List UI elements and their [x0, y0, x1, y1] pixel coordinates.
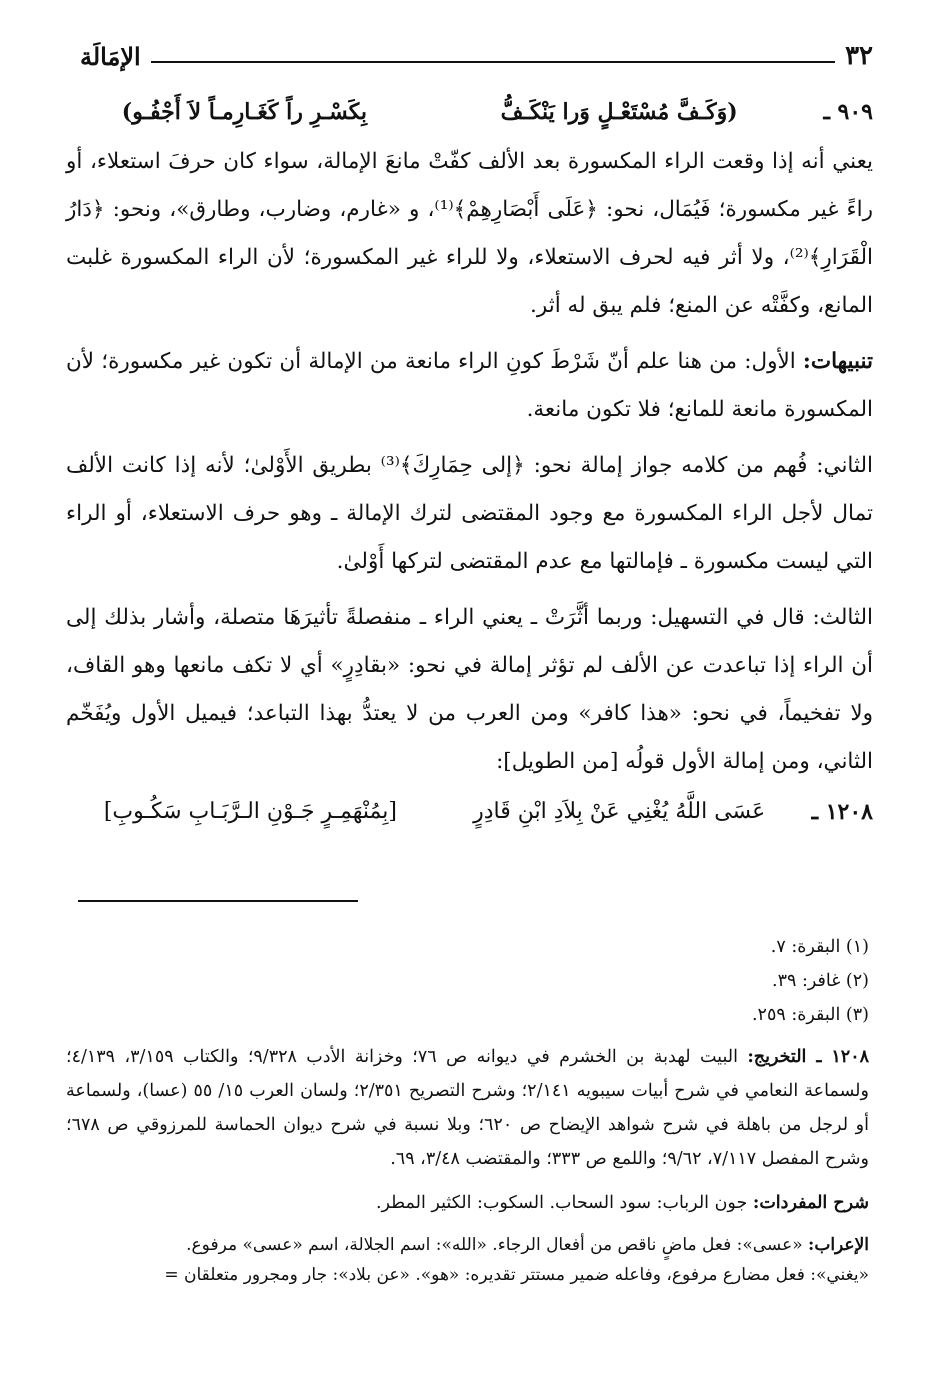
header-rule	[151, 61, 835, 63]
vocabulary-note	[66, 1186, 869, 1220]
verse-1208	[66, 786, 873, 838]
notes-heading: تنبيهات:	[802, 349, 873, 374]
verse-number: ١٢٠٨ ـ	[811, 799, 873, 825]
page-header	[80, 36, 873, 76]
verse-hemistich-1: عَسَى اللَّهُ يُغْنِي عَنْ بِلاَدِ ابْنِ قَادِرٍ	[473, 799, 766, 824]
parsing-line-2: «يغني»: فعل مضارع مرفوع، وفاعله ضمير مستتر تقديره: «هو». «عن بلاد»: جار ومجرور متعلقان =	[164, 1265, 869, 1285]
takhrij-heading: ١٢٠٨ ـ التخريج:	[747, 1047, 869, 1067]
verse-hemistich-2: [بِمُنْهَمِـرٍ جَـوْنِ الـرَّبَـابِ سَكُـوبِ]	[103, 799, 397, 824]
commentary-paragraph: يعني أنه إذا وقعت الراء المكسورة بعد الألف كفّتْ مانعَ الإمالة، سواء كان حرفَ استعلاء، أو راءً غير مكسورة؛ فَيُمَال، نحو: ﴿عَلَى أَبْصَارِهِمْ﴾⁽¹⁾، و «غارم، وضارب، وطارق»، ونحو: ﴿دَارُ الْقَرَارِ﴾⁽²⁾، ولا أثر فيه لحرف الاستعلاء، ولا للراء غير المكسورة؛ لأن الراء المكسورة غلبت المانع، وكفَّتْه عن المنع؛ فلم يبق له أثر.	[66, 149, 874, 318]
notes-third-paragraph: الثالث: قال في التسهيل: وربما أثَّرَتْ ـ يعني الراء ـ منفصلةً تأثيرَهَا متصلة، وأشار بذلك إلى أن الراء إذا تباعدت عن الألف لم تؤثر إمالة في نحو: «بقادِرٍ» أي لا تكف مانعها وهو القاف، ولا تفخيماً، في نحو: «هذا كافر» ومن العرب من لا يعتدُّ بهذا التباعد؛ فيميل الأول ويُفَخّم الثاني، ومن إمالة الأول قولُه [من الطويل]:	[66, 605, 873, 774]
footnote-1: (١) البقرة: ٧.	[770, 937, 869, 957]
takhrij-note	[66, 1040, 869, 1176]
verse-909	[66, 86, 873, 138]
footnote-2: (٢) غافر: ٣٩.	[772, 971, 869, 991]
notes-first-paragraph: تنبيهات: الأول: من هنا علم أنّ شَرْطَ كونِ الراء مانعة من الإمالة أن تكون غير مكسورة؛ لأن المكسورة مانعة للمانع؛ فلا تكون مانعة.	[66, 349, 873, 422]
verse-hemistich-2: بِكَسْـرِ راً كَغَـارِمـاً لاَ أَجْفُـو)	[121, 99, 368, 125]
notes-second-paragraph: الثاني: فُهم من كلامه جواز إمالة نحو: ﴿إلى حِمَارِكَ﴾⁽³⁾ بطريق الأَوْلىٰ؛ لأنه إذا كانت الألف تمال لأجل الراء المكسورة مع وجود المقتضى لترك الإمالة ـ وهو حرف الاستعلاء، أو الراء التي ليست مكسورة ـ فإمالتها مع عدم المقتضى لتركها أَوْلىٰ.	[66, 453, 873, 574]
main-text	[66, 86, 873, 838]
parsing-heading: الإعراب:	[808, 1235, 869, 1255]
footnote-3: (٣) البقرة: ٢٥٩.	[751, 1005, 869, 1025]
parsing-line-1: «عسى»: فعل ماضٍ ناقص من أفعال الرجاء. «الله»: اسم الجلالة، اسم «عسى» مرفوع.	[186, 1235, 803, 1255]
parsing-note	[66, 1230, 869, 1290]
footnotes	[66, 930, 869, 1290]
verse-number: ٩٠٩ ـ	[823, 99, 873, 125]
verse-hemistich-1: (وَكَـفَّ مُسْتَعْـلٍ وَرا يَنْكَـفُّ	[500, 99, 738, 125]
page-number: ٣٢	[845, 41, 873, 71]
chapter-title: الإمَالَة	[80, 41, 141, 71]
takhrij-text: البيت لهدبة بن الخشرم في ديوانه ص ٧٦؛ وخزانة الأدب ٩/٣٢٨؛ والكتاب ٣/١٥٩، ٤/١٣٩؛ ولسماعة النعامي في شرح أبيات سيبويه ٢/١٤١؛ وشرح التصريح ٢/٣٥١؛ ولسان العرب ١٥/ ٥٥ (عسا)، ولسماعة أو لرجل من باهلة في شرح شواهد الإيضاح ص ٦٢٠؛ وبلا نسبة في شرح ديوان الحماسة للمرزوقي ص ٦٧٨؛ وشرح المفصل ٧/١١٧، ٩/٦٢؛ واللمع ص ٣٣٣؛ والمقتضب ٣/٤٨، ٦٩.	[66, 1047, 869, 1169]
footnote-separator	[78, 900, 358, 902]
vocabulary-text: جون الرباب: سود السحاب. السكوب: الكثير المطر.	[375, 1193, 748, 1213]
vocabulary-heading: شرح المفردات:	[752, 1193, 869, 1213]
